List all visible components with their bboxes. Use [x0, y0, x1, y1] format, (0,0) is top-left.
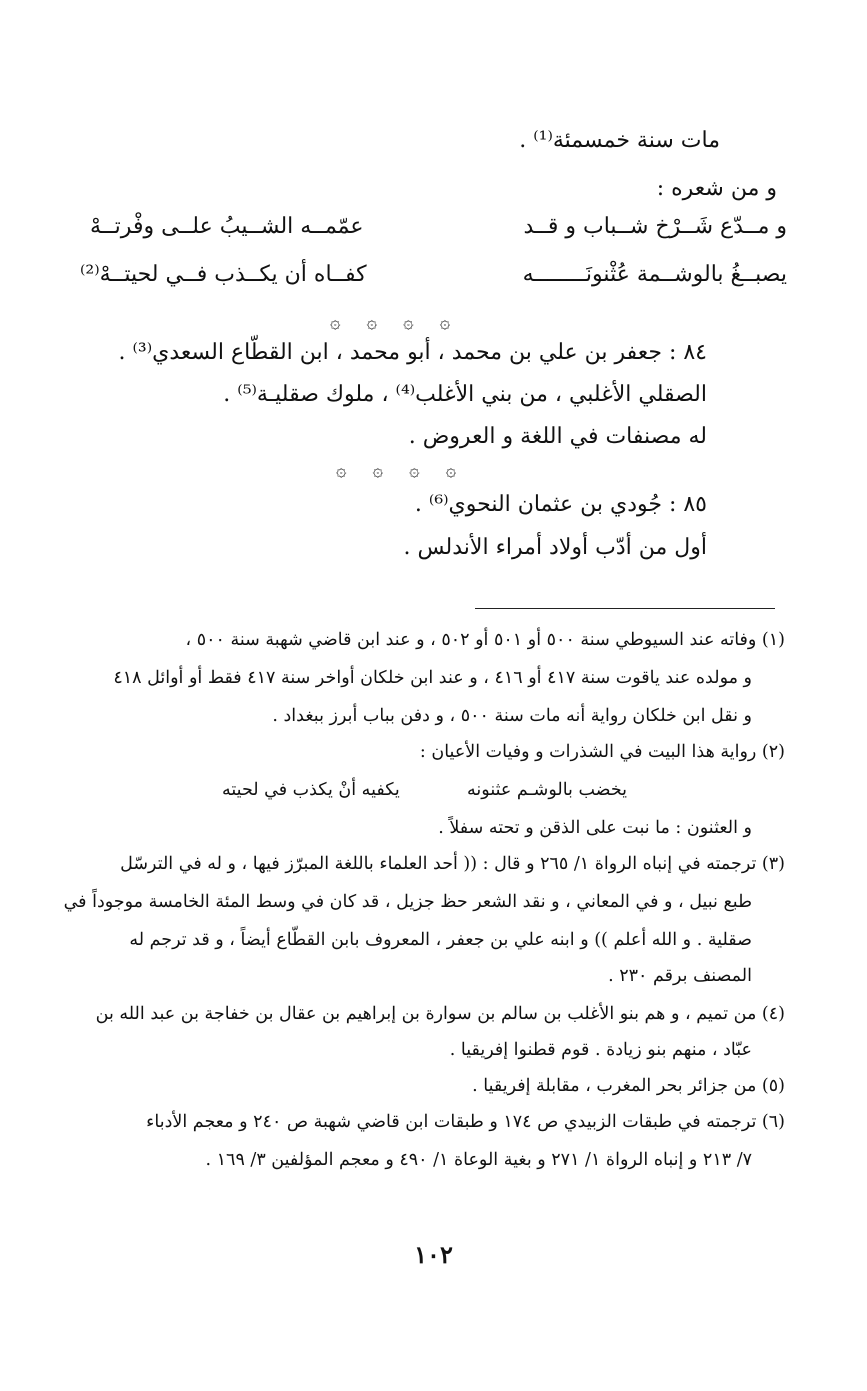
footnote-4-line2: عبّاد ، منهم بنو زيادة . قوم قطنوا إفريقيا . [449, 1040, 752, 1060]
footnote-2-line1: (٢) رواية هذا البيت في الشذرات و وفيات الأعيان : [419, 742, 785, 762]
footnote-2-verse-first: يخضب بالوشـم عثنونه [467, 780, 627, 800]
ornament-icon: ۞ [336, 460, 347, 481]
footnote-5-line1: (٥) من جزائر بحر المغرب ، مقابلة إفريقيا . [472, 1076, 785, 1096]
verse2-second-hemistich: كفــاه أن يكــذب فــي لحيتــهْ⁽²⁾ [80, 262, 367, 287]
ornament-icon: ۞ [439, 312, 451, 333]
footnote-2-verse-second: يكفيه أنْ يكذب في لحيته [222, 780, 400, 800]
entry-84-line2: الصقلي الأغلبي ، من بني الأغلب⁽⁴⁾ ، ملوك صقليـة⁽⁵⁾ . [223, 382, 707, 407]
poem-intro: و من شعره : [656, 176, 777, 201]
footnote-1-line2: و مولده عند ياقوت سنة ٤١٧ أو ٤١٦ ، و عند ابن خلكان أواخر سنة ٤١٧ فقط أو أوائل ٤١٨ [113, 668, 752, 688]
ornament-icon: ۞ [409, 460, 420, 481]
footnote-2-line3: و العثنون : ما نبت على الذقن و تحته سفلاً . [438, 818, 752, 838]
death-year-line: مات سنة خمسمئة⁽¹⁾ . [519, 128, 720, 153]
footnote-3-line3: صقلية . و الله أعلم )) و ابنه علي بن جعفر ، المعروف بابن القطّاع أيضاً ، و قد ترجم له [129, 930, 752, 950]
verse1-first-hemistich: و مــدّع شَــرْخ شــباب و قــد [523, 214, 787, 239]
verse2-first-hemistich: يصبــغُ بالوشــمة عُثْنونَــــــــه [522, 262, 787, 287]
footnote-4-line1: (٤) من تميم ، و هم بنو الأغلب بن سالم بن سوارة بن إبراهيم بن عقال بن خفاجة بن عبد الله بن [95, 1004, 785, 1024]
ornament-icon: ۞ [366, 312, 378, 333]
footnote-1-line3: و نقل ابن خلكان رواية أنه مات سنة ٥٠٠ ، و دفن بباب أبرز ببغداد . [272, 706, 752, 726]
entry-84-heading: ٨٤ : جعفر بن علي بن محمد ، أبو محمد ، ابن القطّاع السعدي⁽³⁾ . [118, 340, 707, 365]
footnote-3-line2: طبع نبيل ، و في المعاني ، و نقد الشعر حظ جزيل ، قد كان في وسط المئة الخامسة موجوداً في [63, 892, 752, 912]
section-divider-ornaments [336, 460, 456, 481]
entry-84-line3: له مصنفات في اللغة و العروض . [408, 424, 707, 449]
footnote-1-line1: (١) وفاته عند السيوطي سنة ٥٠٠ أو ٥٠١ أو ٥٠٢ ، و عند ابن قاضي شهبة سنة ٥٠٠ ، [185, 630, 785, 650]
footnote-3-line1: (٣) ترجمته في إنباه الرواة ١/ ٢٦٥ و قال : (( أحد العلماء باللغة المبرّز فيها ، و له في الترسّل [120, 854, 785, 874]
ornament-icon: ۞ [372, 460, 384, 481]
ornament-icon: ۞ [445, 460, 457, 481]
footnote-separator [475, 608, 775, 609]
footnote-3-line4: المصنف برقم ٢٣٠ . [608, 966, 752, 986]
verse1-second-hemistich: عمّمــه الشــيبُ علــى وفْرتــهْ [90, 214, 364, 239]
ornament-icon: ۞ [403, 312, 414, 333]
page-number: ١٠٢ [414, 1240, 453, 1269]
entry-85-heading: ٨٥ : جُودي بن عثمان النحوي⁽⁶⁾ . [414, 492, 707, 517]
footnote-6-line2: ٧/ ٢١٣ و إنباه الرواة ١/ ٢٧١ و بغية الوعاة ١/ ٤٩٠ و معجم المؤلفين ٣/ ١٦٩ . [205, 1150, 752, 1170]
section-divider-ornaments [330, 312, 450, 333]
entry-85-line2: أول من أدّب أولاد أمراء الأندلس . [403, 535, 707, 560]
footnote-6-line1: (٦) ترجمته في طبقات الزبيدي ص ١٧٤ و طبقات ابن قاضي شهبة ص ٢٤٠ و معجم الأدباء [146, 1112, 785, 1132]
ornament-icon: ۞ [330, 312, 341, 333]
